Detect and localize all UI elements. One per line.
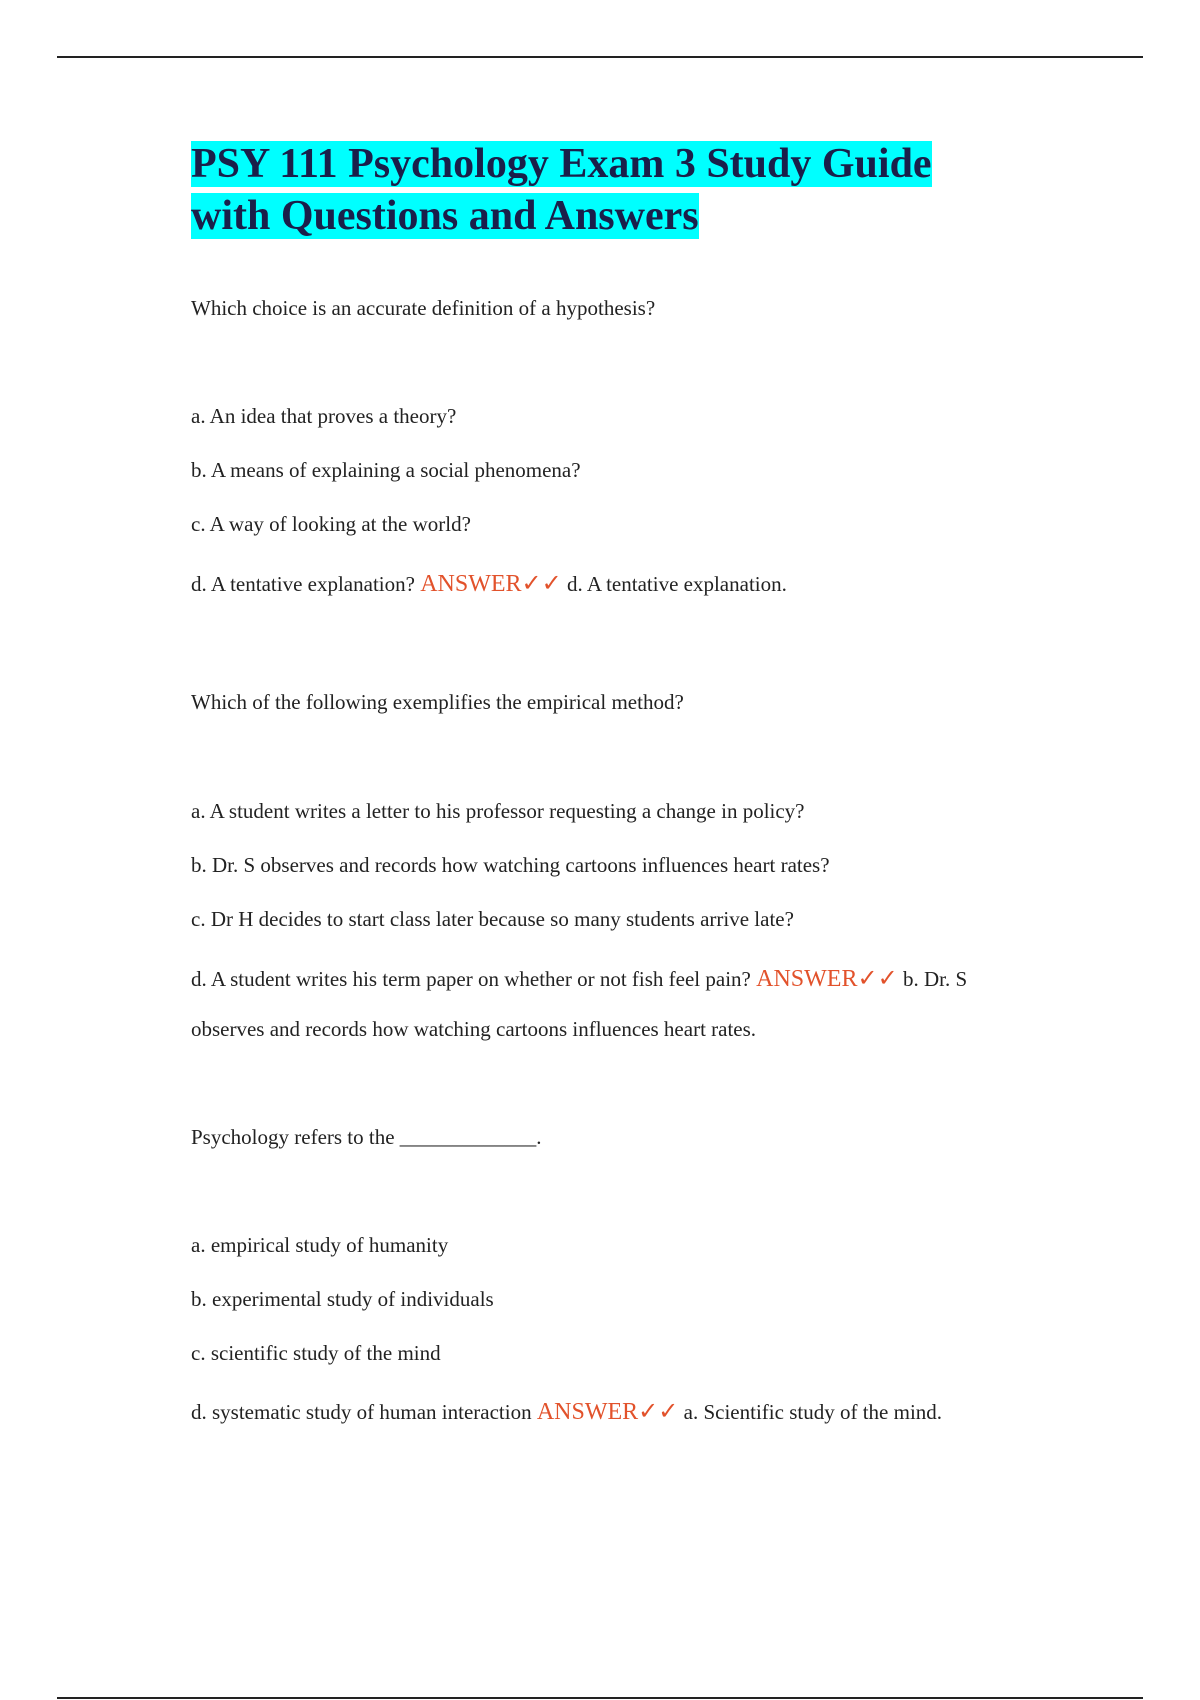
question-2-option-d: d. A student writes his term paper on whether or not fish feel pain? [191,967,751,991]
question-3-option-c: c. scientific study of the mind [191,1341,441,1365]
question-1-answer-text: d. A tentative explanation. [567,572,787,596]
title-line-1: PSY 111 Psychology Exam 3 Study Guide [191,141,932,187]
question-1-option-a: a. An idea that proves a theory? [191,404,457,428]
question-1-option-c: c. A way of looking at the world? [191,512,471,536]
footer-rule [57,1697,1143,1699]
question-2-option-a: a. A student writes a letter to his professor requesting a change in policy? [191,799,805,823]
question-3-answer-label: ANSWER✓✓ [536,1399,679,1425]
question-2-answer-text-1: b. Dr. S [902,967,968,991]
question-3-option-d: d. systematic study of human interaction [191,1400,532,1424]
question-1-text: Which choice is an accurate definition of a hypothesis? [191,296,656,320]
question-2-text: Which of the following exemplifies the empirical method? [191,690,684,714]
question-2-answer-label: ANSWER✓✓ [756,966,898,992]
question-1-option-d-line [191,570,787,598]
document-title [191,138,1071,242]
question-2-option-d-line [191,965,1071,993]
question-1-option-b: b. A means of explaining a social phenomena? [191,458,581,482]
question-3-option-d-line [191,1398,942,1426]
question-3-option-a: a. empirical study of humanity [191,1233,449,1257]
title-line-2: with Questions and Answers [191,193,699,239]
question-1-answer-label: ANSWER✓✓ [420,571,562,597]
document-body [191,138,1071,1425]
question-1-option-d: d. A tentative explanation? [191,572,415,596]
question-3-option-b: b. experimental study of individuals [191,1287,494,1311]
question-2-option-b: b. Dr. S observes and records how watching cartoons influences heart rates? [191,853,830,877]
question-3-text: Psychology refers to the _____________. [191,1125,542,1149]
question-2-option-c: c. Dr H decides to start class later because so many students arrive late? [191,907,794,931]
header-rule [57,56,1143,58]
question-3-answer-text: a. Scientific study of the mind. [683,1400,943,1424]
question-2-answer-text-2: observes and records how watching cartoons influences heart rates. [191,1017,757,1041]
